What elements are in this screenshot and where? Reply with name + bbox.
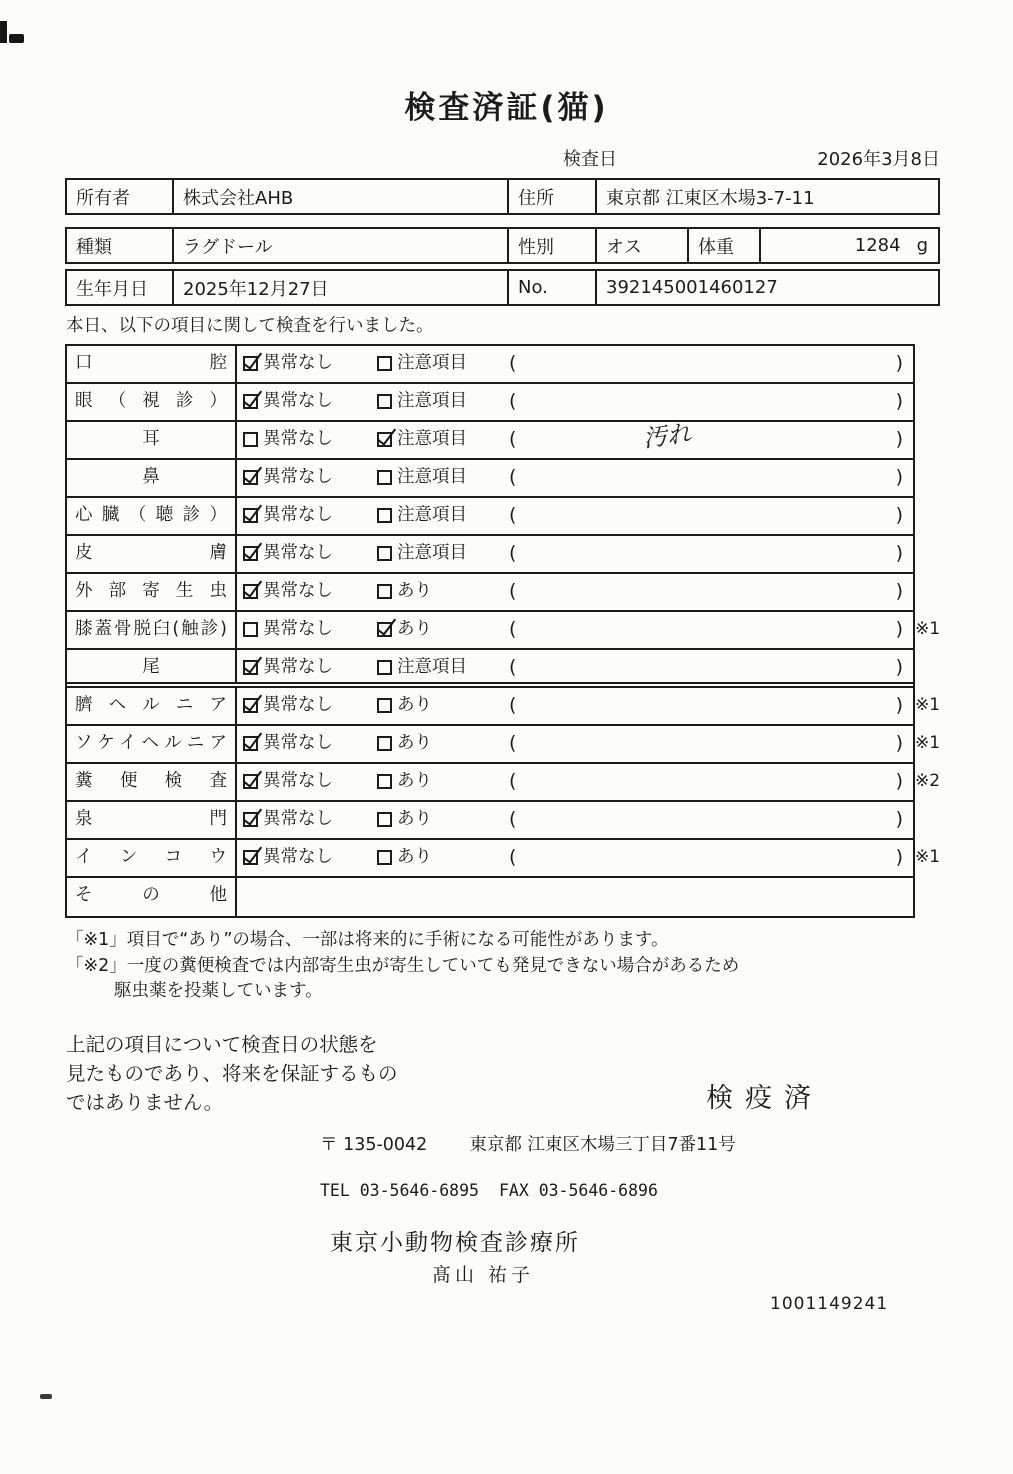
examiner-name: 髙山 祐子 [432,1264,535,1286]
footnote-mark: ※1 [915,695,941,715]
paren-close-glyph: ) [895,694,903,716]
check-row [67,498,913,536]
paren-close-glyph: ) [895,846,903,868]
check-row-label: 皮膚 [67,536,237,572]
check-row [67,536,913,574]
disclaimer-line: 上記の項目について検査日の状態を [66,1033,378,1056]
footnote-mark: ※1 [915,619,941,639]
disclaimer-line: 見たものであり、将来を保証するもの [66,1062,398,1085]
clinic-contact-line [320,1181,658,1200]
footnote-3: 駆虫薬を投薬しています。 [114,981,323,1001]
scan-artifact [0,21,7,43]
paren-open-glyph: ( [509,504,517,526]
paren-open-glyph: ( [509,580,517,602]
checkbox-normal [243,508,258,523]
checkbox-normal-label: 異常なし [263,657,333,677]
address-label: 住所 [507,180,595,213]
checkbox-flag-label: あり [397,809,432,829]
address-value: 東京都 江東区木場3-7-11 [595,180,942,213]
disclaimer-text [66,1030,398,1117]
check-row [67,688,941,726]
paren-close-glyph: ) [895,618,903,640]
birth-info-row [65,269,940,306]
checkbox-flag [377,356,392,371]
breed-label: 種類 [76,236,112,258]
paren-close-glyph: ) [895,352,903,374]
paren-close-glyph: ) [895,732,903,754]
checkbox-flag [377,850,392,865]
checkbox-normal-label: 異常なし [263,809,333,829]
check-row [67,802,913,840]
footnote-mark: ※1 [915,847,941,867]
check-row [67,460,913,498]
check-row-content [237,802,913,838]
check-row-content [237,726,913,762]
checkbox-normal [243,356,258,371]
number-label: No. [507,271,595,304]
check-row-content [237,764,913,800]
checkbox-normal-label: 異常なし [263,771,333,791]
check-row-label: 外部寄生虫 [67,574,237,610]
check-row-label: 泉門 [67,802,237,838]
check-row-label: 心臓（聴診） [67,498,237,534]
checkbox-normal [243,812,258,827]
inspection-date-line [563,145,940,171]
checkbox-flag [377,546,392,561]
check-row-label: 眼（視診） [67,384,237,420]
checkbox-flag-label: あり [397,771,432,791]
check-row-content [237,384,913,420]
weight-unit: g [916,235,928,256]
checkbox-normal-label: 異常なし [263,467,333,487]
check-row-content [237,460,913,496]
checkbox-normal-label: 異常なし [263,847,333,867]
pet-info-row [65,227,940,264]
checkbox-normal [243,622,258,637]
scan-artifact [40,1394,52,1399]
checkbox-flag-label: あり [397,695,432,715]
checkbox-normal-label: 異常なし [263,619,333,639]
check-row [67,764,941,802]
checkbox-flag-label: 注意項目 [397,505,467,525]
check-row-content [237,612,913,648]
footnote-mark: ※2 [915,771,941,791]
checkbox-normal [243,470,258,485]
checkbox-normal [243,432,258,447]
check-row-content [237,840,913,876]
checkbox-flag [377,660,392,675]
number-value: 392145001460127 [595,271,942,304]
checkbox-flag [377,736,392,751]
checkbox-flag-label: あり [397,581,432,601]
check-row-content [237,536,913,572]
check-row-content [237,419,913,458]
paren-close-glyph: ) [895,770,903,792]
page-title: 検査済証(猫) [404,90,609,126]
paren-open-glyph: ( [509,694,517,716]
birthdate-label: 生年月日 [76,278,148,300]
check-row-content [237,346,913,382]
birthdate-value: 2025年12月27日 [172,271,507,304]
check-row-label: 鼻 [67,460,237,496]
paren-open-glyph: ( [509,808,517,830]
owner-value: 株式会社AHB [172,180,507,213]
paren-open-glyph: ( [509,466,517,488]
checkbox-normal [243,736,258,751]
check-row [67,419,913,460]
checkbox-normal [243,698,258,713]
check-row-label: 臍ヘルニア [67,688,237,724]
checkbox-normal-label: 異常なし [263,543,333,563]
checkbox-normal [243,850,258,865]
clinic-address: 東京都 江東区木場三丁目7番11号 [469,1135,736,1155]
clinic-name: 東京小動物検査診療所 [330,1230,580,1256]
intro-text: 本日、以下の項目に関して検査を行いました。 [66,316,434,336]
check-row-label: その他 [67,878,237,916]
checkbox-normal-label: 異常なし [263,391,333,411]
checkbox-flag [377,394,392,409]
paren-close-glyph: ) [895,428,903,450]
sex-value: オス [595,229,687,262]
weight-value: 1284 [854,235,901,256]
check-row-label: ソケイヘルニア [67,726,237,762]
checkbox-flag [377,584,392,599]
check-row [67,878,913,916]
checkbox-normal-label: 異常なし [263,695,333,715]
checkbox-flag [377,508,392,523]
checkbox-flag-label: あり [397,847,432,867]
checkbox-flag-label: あり [397,619,432,639]
checkbox-normal [243,546,258,561]
footnote-mark: ※1 [915,733,941,753]
footnote-1: 「※1」項目で“あり”の場合、一部は将来的に手術になる可能性があります。 [66,930,669,950]
inspection-date-label: 検査日 [563,149,617,170]
check-row-label: 尾 [67,650,237,682]
checkbox-flag-label: あり [397,733,432,753]
checkbox-flag-label: 注意項目 [397,657,467,677]
check-row-label: 膝蓋骨脱臼(触診) [67,612,237,648]
clinic-address-line [320,1131,736,1156]
paren-open-glyph: ( [509,618,517,640]
check-row-content [237,878,913,916]
checkbox-flag-label: 注意項目 [397,429,467,449]
breed-value: ラグドール [172,229,507,262]
disclaimer-line: ではありません。 [66,1091,224,1114]
checkbox-flag [377,622,392,637]
check-row-content [237,650,913,682]
check-row-label: 耳 [67,422,237,458]
check-row [67,574,913,612]
check-table [65,344,941,918]
checkbox-flag-label: 注意項目 [397,391,467,411]
paren-open-glyph: ( [509,428,517,450]
checkbox-normal-label: 異常なし [263,733,333,753]
checkbox-flag-label: 注意項目 [397,467,467,487]
paren-open-glyph: ( [509,352,517,374]
checkbox-flag [377,432,392,447]
paren-close-glyph: ) [895,504,903,526]
checkbox-flag-label: 注意項目 [397,543,467,563]
paren-open-glyph: ( [509,656,517,678]
paren-open-glyph: ( [509,732,517,754]
checkbox-normal [243,774,258,789]
checkbox-flag [377,812,392,827]
handwritten-note [528,326,806,360]
clinic-tel: TEL 03-5646-6895 [320,1181,479,1200]
check-row-label: 糞便検査 [67,764,237,800]
sex-label: 性別 [507,229,595,262]
check-row [67,346,913,384]
footnote-2: 「※2」一度の糞便検査では内部寄生虫が寄生していても発見できない場合があるため [66,956,740,976]
paren-close-glyph: ) [895,580,903,602]
checkbox-normal [243,394,258,409]
check-row-content [237,498,913,534]
check-row-content [237,688,913,724]
checkbox-flag [377,470,392,485]
serial-number: 1001149241 [770,1294,889,1314]
paren-close-glyph: ) [895,808,903,830]
checkbox-normal-label: 異常なし [263,429,333,449]
scan-artifact [9,34,24,43]
check-row [67,726,941,764]
check-row-label: インコウ [67,840,237,876]
checkbox-flag [377,774,392,789]
paren-open-glyph: ( [509,390,517,412]
check-row-label: 口腔 [67,346,237,382]
paren-close-glyph: ) [895,542,903,564]
paren-open-glyph: ( [509,770,517,792]
checkbox-flag-label: 注意項目 [397,353,467,373]
quarantine-complete-stamp: 検疫済 [706,1083,823,1114]
checkbox-normal-label: 異常なし [263,505,333,525]
clinic-fax: FAX 03-5646-6896 [498,1181,658,1200]
owner-row [65,178,940,215]
paren-close-glyph: ) [895,390,903,412]
owner-label: 所有者 [76,187,130,209]
checkbox-flag [377,698,392,713]
check-row [67,840,941,878]
checkbox-normal [243,660,258,675]
checkbox-normal-label: 異常なし [263,581,333,601]
postal-code: 〒 135-0042 [320,1135,428,1155]
checkbox-normal-label: 異常なし [263,353,333,373]
handwritten-note: 汚れ [641,419,693,453]
weight-value-cell [759,229,942,262]
checkbox-normal [243,584,258,599]
check-row [67,612,941,650]
check-row-content [237,574,913,610]
paren-open-glyph: ( [509,542,517,564]
paren-close-glyph: ) [895,466,903,488]
weight-label: 体重 [687,229,759,262]
check-row [67,650,913,688]
paren-open-glyph: ( [509,846,517,868]
paren-close-glyph: ) [895,656,903,678]
inspection-date-value: 2026年3月8日 [817,149,940,170]
